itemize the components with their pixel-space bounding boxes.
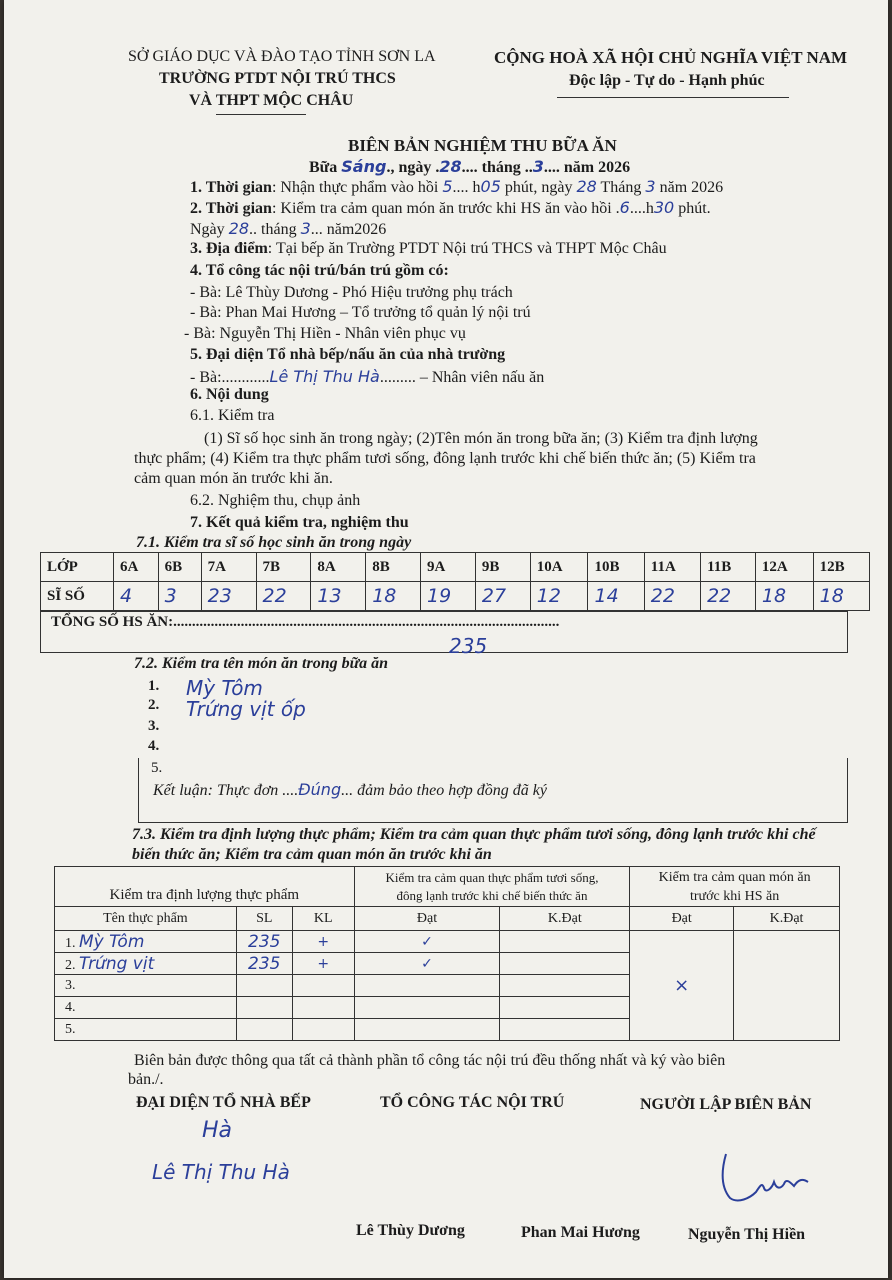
count-cell: 14 (588, 582, 644, 611)
conclusion-box (138, 758, 848, 823)
content-62: 6.2. Nghiệm thu, chụp ảnh (190, 492, 361, 509)
total-students-label: TỔNG SỐ HS ĂN:....................................................................................................... (51, 614, 560, 630)
col-group-fresh: Kiểm tra cảm quan thực phẩm tươi sống, đông lạnh trước khi chế biến thức ăn (354, 867, 630, 907)
count-cell: 18 (366, 582, 421, 611)
content-paragraph: cảm quan món ăn trước khi ăn. (134, 470, 333, 487)
results-heading: 7. Kết quả kiểm tra, nghiệm thu (190, 514, 409, 531)
count-cell: 3 (158, 582, 201, 611)
menu-number: 3. (148, 718, 160, 734)
menu-heading: 7.2. Kiểm tra tên món ăn trong bữa ăn (134, 655, 389, 672)
meal-month: 3 (532, 157, 544, 176)
signer-name: Lê Thùy Dương (356, 1222, 465, 1239)
class-cell: 11A (644, 553, 700, 582)
table-row: 5. (55, 1019, 840, 1041)
food-dat: ✓ (354, 953, 500, 975)
food-sl: 235 (236, 931, 292, 953)
content-heading: 6. Nội dung (190, 386, 269, 403)
count-cell: 22 (701, 582, 756, 611)
count-row (41, 582, 870, 611)
nation-motto: Độc lập - Tự do - Hạnh phúc (569, 72, 765, 89)
col-dat-2: Đạt (630, 907, 734, 931)
kitchen-member: - Bà:............Lê Thị Thu Hà......... – Nhân viên nấu ăn (190, 367, 545, 386)
class-count-table (40, 552, 870, 611)
count-cell: 13 (311, 582, 366, 611)
class-cell: 6B (158, 553, 201, 582)
quantity-heading-line2: biến thức ăn; Kiểm tra cảm quan món ăn trước khi ăn (132, 846, 492, 863)
author-signature (716, 1148, 826, 1208)
meal-value: Sáng (341, 157, 387, 176)
content-paragraph: (1) Sĩ số học sinh ăn trong ngày; (2)Tên món ăn trong bữa ăn; (3) Kiểm tra định lượng (204, 430, 758, 447)
count-cell: 22 (256, 582, 311, 611)
count-cell: 18 (755, 582, 813, 611)
cooked-check-mark: × (630, 931, 734, 1041)
signature-kitchen-title: ĐẠI DIỆN TỔ NHÀ BẾP (136, 1094, 311, 1111)
closing-text-line2: bản./. (128, 1071, 164, 1088)
food-kl: + (292, 953, 354, 975)
col-group-cooked: Kiểm tra cảm quan món ăn trước khi HS ăn (630, 867, 840, 907)
col-group-quantity: Kiểm tra định lượng thực phẩm (55, 867, 355, 907)
closing-text: Biên bản được thông qua tất cả thành phần tổ công tác nội trú đều thống nhất và ký vào biên (134, 1052, 726, 1069)
team-member: - Bà: Nguyễn Thị Hiền - Nhân viên phục vụ (184, 325, 466, 342)
class-row-label: LỚP (41, 553, 114, 582)
nation-title: CỘNG HOÀ XÃ HỘI CHỦ NGHĨA VIỆT NAM (494, 48, 848, 67)
class-cell: 10B (588, 553, 644, 582)
class-cell: 12A (755, 553, 813, 582)
header-left-underline (216, 114, 306, 115)
quantity-heading: 7.3. Kiểm tra định lượng thực phẩm; Kiểm tra cảm quan thực phẩm tươi sống, đông lạnh trước khi chế (132, 826, 816, 843)
team-heading: 4. Tổ công tác nội trú/bán trú gồm có: (190, 262, 449, 279)
total-students-box (40, 611, 848, 658)
total-students-value: 235 (449, 634, 488, 658)
class-cell: 8B (366, 553, 421, 582)
count-cell: 12 (530, 582, 588, 611)
time-receive-line: 1. Thời gian: Nhận thực phẩm vào hồi 5.... h05 phút, ngày 28 Tháng 3 năm 2026 (190, 177, 724, 196)
class-cell: 10A (530, 553, 588, 582)
food-sl: 235 (236, 953, 292, 975)
count-row-label: SĨ SỐ (41, 582, 114, 611)
quantity-table (54, 866, 840, 1041)
count-cell: 27 (475, 582, 530, 611)
table-row: 1. Mỳ Tôm 235 + ✓ × (55, 931, 840, 953)
col-kdat-2: K.Đạt (734, 907, 840, 931)
table-row: 2. Trứng vịt 235 + ✓ (55, 953, 840, 975)
signer-name: Phan Mai Hương (521, 1224, 640, 1241)
org-department: SỞ GIÁO DỤC VÀ ĐÀO TẠO TỈNH SƠN LA (128, 48, 436, 65)
food-name: Trứng vịt (79, 953, 155, 974)
org-school: TRƯỜNG PTDT NỘI TRÚ THCS (159, 70, 396, 87)
results-71-heading: 7.1. Kiểm tra sĩ số học sinh ăn trong ngày (136, 534, 412, 551)
count-cell: 19 (421, 582, 476, 611)
signer-name: Nguyễn Thị Hiền (688, 1226, 806, 1243)
col-dat: Đạt (354, 907, 500, 931)
team-member: - Bà: Lê Thùy Dương - Phó Hiệu trưởng phụ trách (190, 284, 513, 301)
table-row: 3. (55, 975, 840, 997)
header-right-underline (557, 97, 789, 98)
meal-day: 28 (439, 157, 462, 176)
col-food-name: Tên thực phẩm (55, 907, 237, 931)
kitchen-name: Lê Thị Thu Hà (269, 367, 380, 386)
class-cell: 9A (421, 553, 476, 582)
menu-number: 2. (148, 697, 160, 713)
class-cell: 8A (311, 553, 366, 582)
content-paragraph: thực phẩm; (4) Kiểm tra thực phẩm tươi sống, đông lạnh trước khi chế biến thức ăn; (5) Kiểm tra (134, 450, 756, 467)
menu-item: Mỳ Tôm (186, 676, 263, 700)
col-kdat: K.Đạt (500, 907, 630, 931)
class-cell: 7B (256, 553, 311, 582)
food-kl: + (292, 931, 354, 953)
signature-author-title: NGƯỜI LẬP BIÊN BẢN (640, 1096, 812, 1113)
menu-item: Trứng vịt ốp (186, 697, 306, 721)
kitchen-signature: Hà (202, 1118, 233, 1143)
count-cell: 22 (644, 582, 700, 611)
table-row: 4. (55, 997, 840, 1019)
count-cell: 4 (114, 582, 159, 611)
menu-conclusion-value: Đúng (298, 780, 342, 799)
class-cell: 6A (114, 553, 159, 582)
menu-number: 4. (148, 738, 160, 754)
kitchen-signature-fullname: Lê Thị Thu Hà (152, 1160, 290, 1184)
org-school-line2: VÀ THPT MỘC CHÂU (189, 92, 354, 109)
count-cell: 23 (201, 582, 256, 611)
class-cell: 9B (475, 553, 530, 582)
meal-line: Bữa Sáng., ngày .28.... tháng ..3.... năm 2026 (309, 157, 631, 176)
document-title: BIÊN BẢN NGHIỆM THU BỮA ĂN (348, 136, 617, 155)
class-row (41, 553, 870, 582)
place-line: 3. Địa điểm: Tại bếp ăn Trường PTDT Nội trú THCS và THPT Mộc Châu (190, 240, 667, 257)
menu-conclusion: Kết luận: Thực đơn ....Đúng... đảm bảo theo hợp đồng đã ký (153, 780, 547, 799)
signature-team-title: TỔ CÔNG TÁC NỘI TRÚ (380, 1094, 565, 1111)
menu-number: 5. (151, 760, 163, 776)
menu-number: 1. (148, 678, 160, 694)
food-dat: ✓ (354, 931, 500, 953)
class-cell: 11B (701, 553, 756, 582)
class-cell: 7A (201, 553, 256, 582)
col-sl: SL (236, 907, 292, 931)
count-cell: 18 (813, 582, 869, 611)
content-61: 6.1. Kiểm tra (190, 407, 275, 424)
time-check-line: 2. Thời gian: Kiểm tra cảm quan món ăn trước khi HS ăn vào hồi .6....h30 phút. (190, 198, 711, 217)
document-page (4, 0, 888, 1278)
kitchen-heading: 5. Đại diện Tổ nhà bếp/nấu ăn của nhà trường (190, 346, 506, 363)
team-member: - Bà: Phan Mai Hương – Tổ trưởng tổ quản lý nội trú (190, 304, 531, 321)
class-cell: 12B (813, 553, 869, 582)
time-check-date: Ngày 28.. tháng 3... năm2026 (190, 219, 387, 238)
col-kl: KL (292, 907, 354, 931)
food-name: Mỳ Tôm (79, 931, 145, 952)
